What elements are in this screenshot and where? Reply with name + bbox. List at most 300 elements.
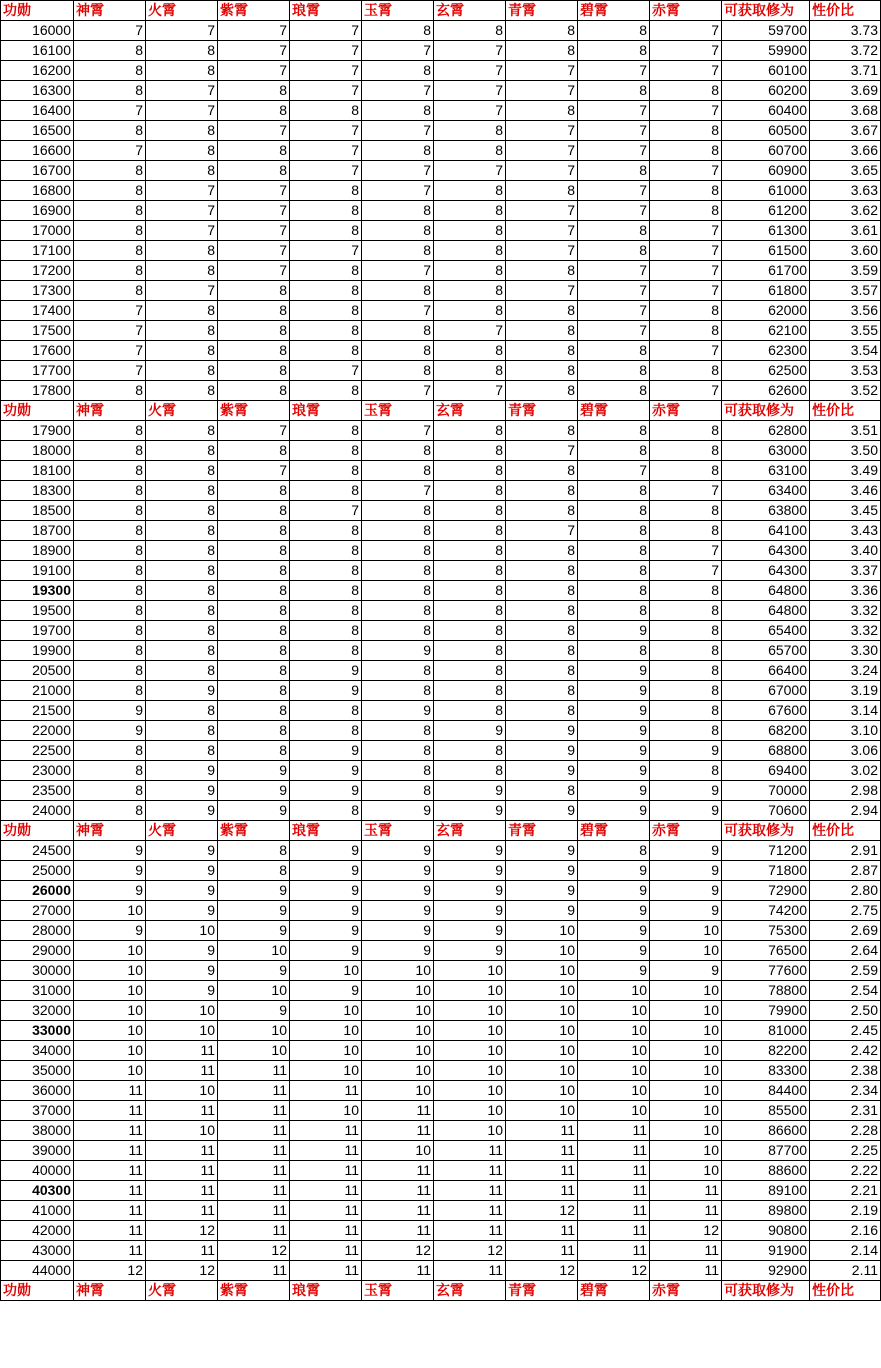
cell-bi-xiao[interactable]: 9	[578, 681, 650, 701]
cell-value-ratio[interactable]: 2.21	[810, 1181, 881, 1201]
header-cell-shen-xiao[interactable]: 神霄	[74, 1281, 146, 1301]
cell-xuan-xiao[interactable]: 8	[434, 481, 506, 501]
cell-qing-xiao[interactable]: 8	[506, 581, 578, 601]
cell-chi-xiao[interactable]: 10	[650, 1101, 722, 1121]
cell-bi-xiao[interactable]: 8	[578, 41, 650, 61]
header-cell-yu-xiao[interactable]: 玉霄	[362, 1, 434, 21]
cell-value-ratio[interactable]: 2.16	[810, 1221, 881, 1241]
cell-xuan-xiao[interactable]: 7	[434, 321, 506, 341]
cell-value-ratio[interactable]: 3.56	[810, 301, 881, 321]
header-cell-xuan-xiao[interactable]: 玄霄	[434, 821, 506, 841]
cell-value-ratio[interactable]: 3.06	[810, 741, 881, 761]
cell-bi-xiao[interactable]: 10	[578, 981, 650, 1001]
cell-lang-xiao[interactable]: 7	[290, 81, 362, 101]
cell-chi-xiao[interactable]: 7	[650, 101, 722, 121]
cell-lang-xiao[interactable]: 8	[290, 381, 362, 401]
cell-yu-xiao[interactable]: 8	[362, 681, 434, 701]
cell-shen-xiao[interactable]: 8	[74, 761, 146, 781]
cell-bi-xiao[interactable]: 7	[578, 261, 650, 281]
cell-zi-xiao[interactable]: 9	[218, 961, 290, 981]
cell-xuan-xiao[interactable]: 8	[434, 141, 506, 161]
cell-qing-xiao[interactable]: 8	[506, 41, 578, 61]
cell-cultivation-gain[interactable]: 89800	[722, 1201, 810, 1221]
cell-qing-xiao[interactable]: 7	[506, 521, 578, 541]
cell-shen-xiao[interactable]: 8	[74, 201, 146, 221]
cell-xuan-xiao[interactable]: 9	[434, 801, 506, 821]
cell-bi-xiao[interactable]: 9	[578, 761, 650, 781]
cell-bi-xiao[interactable]: 9	[578, 921, 650, 941]
cell-zi-xiao[interactable]: 9	[218, 921, 290, 941]
cell-qing-xiao[interactable]: 10	[506, 1101, 578, 1121]
cell-huo-xiao[interactable]: 9	[146, 861, 218, 881]
cell-yu-xiao[interactable]: 7	[362, 181, 434, 201]
cell-value-ratio[interactable]: 2.64	[810, 941, 881, 961]
cell-yu-xiao[interactable]: 11	[362, 1181, 434, 1201]
cell-cultivation-gain[interactable]: 63000	[722, 441, 810, 461]
cell-huo-xiao[interactable]: 10	[146, 1121, 218, 1141]
cell-huo-xiao[interactable]: 8	[146, 621, 218, 641]
cell-lang-xiao[interactable]: 8	[290, 201, 362, 221]
cell-bi-xiao[interactable]: 8	[578, 441, 650, 461]
cell-qing-xiao[interactable]: 7	[506, 241, 578, 261]
cell-chi-xiao[interactable]: 10	[650, 1141, 722, 1161]
cell-huo-xiao[interactable]: 8	[146, 381, 218, 401]
cell-lang-xiao[interactable]: 7	[290, 61, 362, 81]
header-cell-yu-xiao[interactable]: 玉霄	[362, 821, 434, 841]
cell-yu-xiao[interactable]: 11	[362, 1161, 434, 1181]
cell-yu-xiao[interactable]: 10	[362, 1021, 434, 1041]
cell-lang-xiao[interactable]: 8	[290, 101, 362, 121]
cell-bi-xiao[interactable]: 10	[578, 1041, 650, 1061]
header-cell-cultivation-gain[interactable]: 可获取修为	[722, 401, 810, 421]
cell-bi-xiao[interactable]: 8	[578, 221, 650, 241]
cell-value-ratio[interactable]: 2.22	[810, 1161, 881, 1181]
cell-shen-xiao[interactable]: 8	[74, 601, 146, 621]
cell-cultivation-gain[interactable]: 62300	[722, 341, 810, 361]
cell-shen-xiao[interactable]: 8	[74, 621, 146, 641]
cell-value-ratio[interactable]: 3.72	[810, 41, 881, 61]
cell-xuan-xiao[interactable]: 8	[434, 541, 506, 561]
cell-zi-xiao[interactable]: 8	[218, 541, 290, 561]
cell-yu-xiao[interactable]: 8	[362, 521, 434, 541]
cell-merit[interactable]: 43000	[1, 1241, 74, 1261]
header-cell-xuan-xiao[interactable]: 玄霄	[434, 401, 506, 421]
cell-merit[interactable]: 33000	[1, 1021, 74, 1041]
cell-shen-xiao[interactable]: 10	[74, 1041, 146, 1061]
cell-zi-xiao[interactable]: 7	[218, 201, 290, 221]
cell-qing-xiao[interactable]: 8	[506, 661, 578, 681]
cell-bi-xiao[interactable]: 8	[578, 561, 650, 581]
cell-merit[interactable]: 16200	[1, 61, 74, 81]
cell-huo-xiao[interactable]: 8	[146, 561, 218, 581]
cell-chi-xiao[interactable]: 10	[650, 1021, 722, 1041]
cell-xuan-xiao[interactable]: 10	[434, 1121, 506, 1141]
cell-huo-xiao[interactable]: 8	[146, 421, 218, 441]
cell-bi-xiao[interactable]: 9	[578, 721, 650, 741]
cell-merit[interactable]: 21500	[1, 701, 74, 721]
cell-zi-xiao[interactable]: 9	[218, 1001, 290, 1021]
cell-chi-xiao[interactable]: 10	[650, 921, 722, 941]
cell-xuan-xiao[interactable]: 9	[434, 861, 506, 881]
cell-yu-xiao[interactable]: 8	[362, 341, 434, 361]
cell-xuan-xiao[interactable]: 10	[434, 981, 506, 1001]
cell-qing-xiao[interactable]: 11	[506, 1141, 578, 1161]
cell-lang-xiao[interactable]: 8	[290, 461, 362, 481]
cell-merit[interactable]: 16500	[1, 121, 74, 141]
cell-shen-xiao[interactable]: 11	[74, 1241, 146, 1261]
cell-bi-xiao[interactable]: 9	[578, 861, 650, 881]
cell-merit[interactable]: 34000	[1, 1041, 74, 1061]
cell-cultivation-gain[interactable]: 71800	[722, 861, 810, 881]
cell-yu-xiao[interactable]: 8	[362, 361, 434, 381]
cell-qing-xiao[interactable]: 9	[506, 721, 578, 741]
cell-yu-xiao[interactable]: 7	[362, 121, 434, 141]
cell-merit[interactable]: 40000	[1, 1161, 74, 1181]
cell-merit[interactable]: 23000	[1, 761, 74, 781]
cell-xuan-xiao[interactable]: 8	[434, 681, 506, 701]
cell-value-ratio[interactable]: 2.59	[810, 961, 881, 981]
cell-zi-xiao[interactable]: 10	[218, 1041, 290, 1061]
cell-bi-xiao[interactable]: 9	[578, 741, 650, 761]
cell-chi-xiao[interactable]: 7	[650, 561, 722, 581]
cell-qing-xiao[interactable]: 7	[506, 281, 578, 301]
cell-value-ratio[interactable]: 2.42	[810, 1041, 881, 1061]
cell-lang-xiao[interactable]: 9	[290, 861, 362, 881]
cell-zi-xiao[interactable]: 12	[218, 1241, 290, 1261]
cell-merit[interactable]: 19700	[1, 621, 74, 641]
cell-chi-xiao[interactable]: 9	[650, 781, 722, 801]
cell-yu-xiao[interactable]: 10	[362, 981, 434, 1001]
cell-lang-xiao[interactable]: 9	[290, 981, 362, 1001]
cell-yu-xiao[interactable]: 9	[362, 701, 434, 721]
cell-value-ratio[interactable]: 2.91	[810, 841, 881, 861]
cell-value-ratio[interactable]: 3.66	[810, 141, 881, 161]
cell-chi-xiao[interactable]: 9	[650, 741, 722, 761]
cell-lang-xiao[interactable]: 8	[290, 621, 362, 641]
cell-value-ratio[interactable]: 3.59	[810, 261, 881, 281]
cell-chi-xiao[interactable]: 8	[650, 661, 722, 681]
cell-chi-xiao[interactable]: 8	[650, 421, 722, 441]
cell-huo-xiao[interactable]: 10	[146, 1021, 218, 1041]
header-cell-bi-xiao[interactable]: 碧霄	[578, 401, 650, 421]
cell-shen-xiao[interactable]: 7	[74, 101, 146, 121]
cell-xuan-xiao[interactable]: 7	[434, 81, 506, 101]
cell-cultivation-gain[interactable]: 64800	[722, 581, 810, 601]
cell-qing-xiao[interactable]: 7	[506, 221, 578, 241]
cell-zi-xiao[interactable]: 11	[218, 1061, 290, 1081]
cell-cultivation-gain[interactable]: 68200	[722, 721, 810, 741]
cell-shen-xiao[interactable]: 11	[74, 1121, 146, 1141]
cell-value-ratio[interactable]: 3.49	[810, 461, 881, 481]
cell-bi-xiao[interactable]: 9	[578, 941, 650, 961]
cell-xuan-xiao[interactable]: 8	[434, 221, 506, 241]
cell-yu-xiao[interactable]: 8	[362, 441, 434, 461]
cell-shen-xiao[interactable]: 8	[74, 501, 146, 521]
cell-xuan-xiao[interactable]: 8	[434, 261, 506, 281]
cell-xuan-xiao[interactable]: 8	[434, 521, 506, 541]
cell-cultivation-gain[interactable]: 60700	[722, 141, 810, 161]
cell-lang-xiao[interactable]: 8	[290, 541, 362, 561]
cell-shen-xiao[interactable]: 8	[74, 541, 146, 561]
cell-lang-xiao[interactable]: 8	[290, 581, 362, 601]
cell-chi-xiao[interactable]: 7	[650, 381, 722, 401]
cell-value-ratio[interactable]: 2.31	[810, 1101, 881, 1121]
cell-xuan-xiao[interactable]: 11	[434, 1181, 506, 1201]
cell-yu-xiao[interactable]: 7	[362, 81, 434, 101]
cell-cultivation-gain[interactable]: 71200	[722, 841, 810, 861]
cell-huo-xiao[interactable]: 8	[146, 501, 218, 521]
cell-huo-xiao[interactable]: 7	[146, 101, 218, 121]
cell-bi-xiao[interactable]: 10	[578, 1001, 650, 1021]
cell-xuan-xiao[interactable]: 8	[434, 561, 506, 581]
cell-shen-xiao[interactable]: 8	[74, 681, 146, 701]
cell-lang-xiao[interactable]: 9	[290, 741, 362, 761]
cell-merit[interactable]: 32000	[1, 1001, 74, 1021]
header-cell-chi-xiao[interactable]: 赤霄	[650, 1, 722, 21]
cell-bi-xiao[interactable]: 7	[578, 61, 650, 81]
cell-zi-xiao[interactable]: 9	[218, 881, 290, 901]
cell-merit[interactable]: 21000	[1, 681, 74, 701]
cell-qing-xiao[interactable]: 7	[506, 201, 578, 221]
header-cell-xuan-xiao[interactable]: 玄霄	[434, 1281, 506, 1301]
cell-bi-xiao[interactable]: 7	[578, 121, 650, 141]
cell-value-ratio[interactable]: 3.69	[810, 81, 881, 101]
cell-lang-xiao[interactable]: 11	[290, 1121, 362, 1141]
cell-xuan-xiao[interactable]: 8	[434, 601, 506, 621]
cell-qing-xiao[interactable]: 8	[506, 321, 578, 341]
cell-qing-xiao[interactable]: 8	[506, 681, 578, 701]
cell-value-ratio[interactable]: 3.67	[810, 121, 881, 141]
cell-value-ratio[interactable]: 2.50	[810, 1001, 881, 1021]
cell-zi-xiao[interactable]: 11	[218, 1121, 290, 1141]
cell-bi-xiao[interactable]: 8	[578, 21, 650, 41]
cell-qing-xiao[interactable]: 8	[506, 361, 578, 381]
cell-zi-xiao[interactable]: 8	[218, 841, 290, 861]
cell-lang-xiao[interactable]: 8	[290, 481, 362, 501]
cell-yu-xiao[interactable]: 7	[362, 41, 434, 61]
cell-bi-xiao[interactable]: 7	[578, 101, 650, 121]
cell-zi-xiao[interactable]: 9	[218, 781, 290, 801]
cell-lang-xiao[interactable]: 8	[290, 281, 362, 301]
cell-value-ratio[interactable]: 3.51	[810, 421, 881, 441]
cell-yu-xiao[interactable]: 8	[362, 221, 434, 241]
cell-xuan-xiao[interactable]: 8	[434, 741, 506, 761]
header-cell-value-ratio[interactable]: 性价比	[810, 401, 881, 421]
cell-xuan-xiao[interactable]: 7	[434, 161, 506, 181]
cell-huo-xiao[interactable]: 9	[146, 801, 218, 821]
cell-zi-xiao[interactable]: 7	[218, 21, 290, 41]
cell-value-ratio[interactable]: 3.46	[810, 481, 881, 501]
cell-xuan-xiao[interactable]: 8	[434, 581, 506, 601]
cell-chi-xiao[interactable]: 8	[650, 681, 722, 701]
cell-chi-xiao[interactable]: 8	[650, 361, 722, 381]
cell-lang-xiao[interactable]: 8	[290, 521, 362, 541]
cell-value-ratio[interactable]: 3.55	[810, 321, 881, 341]
cell-value-ratio[interactable]: 2.25	[810, 1141, 881, 1161]
cell-qing-xiao[interactable]: 7	[506, 61, 578, 81]
cell-shen-xiao[interactable]: 8	[74, 561, 146, 581]
cell-qing-xiao[interactable]: 11	[506, 1181, 578, 1201]
cell-qing-xiao[interactable]: 8	[506, 21, 578, 41]
cell-qing-xiao[interactable]: 7	[506, 441, 578, 461]
cell-cultivation-gain[interactable]: 62800	[722, 421, 810, 441]
cell-merit[interactable]: 16700	[1, 161, 74, 181]
cell-merit[interactable]: 16600	[1, 141, 74, 161]
cell-lang-xiao[interactable]: 9	[290, 681, 362, 701]
cell-zi-xiao[interactable]: 7	[218, 61, 290, 81]
cell-cultivation-gain[interactable]: 86600	[722, 1121, 810, 1141]
cell-shen-xiao[interactable]: 8	[74, 181, 146, 201]
cell-yu-xiao[interactable]: 8	[362, 101, 434, 121]
cell-huo-xiao[interactable]: 11	[146, 1241, 218, 1261]
cell-value-ratio[interactable]: 2.75	[810, 901, 881, 921]
cell-qing-xiao[interactable]: 10	[506, 1081, 578, 1101]
cell-xuan-xiao[interactable]: 10	[434, 1001, 506, 1021]
cell-yu-xiao[interactable]: 11	[362, 1201, 434, 1221]
cell-cultivation-gain[interactable]: 65400	[722, 621, 810, 641]
cell-yu-xiao[interactable]: 9	[362, 921, 434, 941]
cell-yu-xiao[interactable]: 8	[362, 621, 434, 641]
cell-cultivation-gain[interactable]: 60100	[722, 61, 810, 81]
header-cell-huo-xiao[interactable]: 火霄	[146, 1, 218, 21]
cell-merit[interactable]: 36000	[1, 1081, 74, 1101]
cell-value-ratio[interactable]: 3.32	[810, 601, 881, 621]
cell-qing-xiao[interactable]: 10	[506, 921, 578, 941]
cell-shen-xiao[interactable]: 7	[74, 301, 146, 321]
cell-value-ratio[interactable]: 3.24	[810, 661, 881, 681]
cell-xuan-xiao[interactable]: 8	[434, 121, 506, 141]
cell-shen-xiao[interactable]: 12	[74, 1261, 146, 1281]
cell-merit[interactable]: 28000	[1, 921, 74, 941]
cell-value-ratio[interactable]: 3.37	[810, 561, 881, 581]
cell-yu-xiao[interactable]: 7	[362, 421, 434, 441]
cell-chi-xiao[interactable]: 8	[650, 441, 722, 461]
cell-qing-xiao[interactable]: 10	[506, 941, 578, 961]
cell-shen-xiao[interactable]: 11	[74, 1201, 146, 1221]
header-cell-value-ratio[interactable]: 性价比	[810, 1281, 881, 1301]
cell-cultivation-gain[interactable]: 61500	[722, 241, 810, 261]
cell-merit[interactable]: 25000	[1, 861, 74, 881]
header-cell-merit[interactable]: 功勋	[1, 1, 74, 21]
cell-zi-xiao[interactable]: 7	[218, 461, 290, 481]
cell-cultivation-gain[interactable]: 87700	[722, 1141, 810, 1161]
cell-lang-xiao[interactable]: 8	[290, 221, 362, 241]
cell-huo-xiao[interactable]: 7	[146, 201, 218, 221]
cell-bi-xiao[interactable]: 8	[578, 81, 650, 101]
cell-cultivation-gain[interactable]: 78800	[722, 981, 810, 1001]
cell-qing-xiao[interactable]: 8	[506, 561, 578, 581]
cell-value-ratio[interactable]: 3.19	[810, 681, 881, 701]
cell-bi-xiao[interactable]: 9	[578, 961, 650, 981]
cell-yu-xiao[interactable]: 7	[362, 301, 434, 321]
cell-huo-xiao[interactable]: 11	[146, 1181, 218, 1201]
cell-bi-xiao[interactable]: 9	[578, 701, 650, 721]
cell-shen-xiao[interactable]: 11	[74, 1141, 146, 1161]
cell-zi-xiao[interactable]: 9	[218, 801, 290, 821]
header-cell-huo-xiao[interactable]: 火霄	[146, 1281, 218, 1301]
cell-xuan-xiao[interactable]: 8	[434, 241, 506, 261]
cell-qing-xiao[interactable]: 10	[506, 1021, 578, 1041]
cell-chi-xiao[interactable]: 11	[650, 1261, 722, 1281]
cell-bi-xiao[interactable]: 8	[578, 501, 650, 521]
header-cell-value-ratio[interactable]: 性价比	[810, 1, 881, 21]
cell-zi-xiao[interactable]: 8	[218, 621, 290, 641]
cell-huo-xiao[interactable]: 8	[146, 341, 218, 361]
cell-shen-xiao[interactable]: 7	[74, 21, 146, 41]
header-cell-zi-xiao[interactable]: 紫霄	[218, 821, 290, 841]
cell-huo-xiao[interactable]: 9	[146, 981, 218, 1001]
cell-xuan-xiao[interactable]: 9	[434, 921, 506, 941]
cell-value-ratio[interactable]: 2.54	[810, 981, 881, 1001]
cell-zi-xiao[interactable]: 7	[218, 41, 290, 61]
cell-chi-xiao[interactable]: 8	[650, 601, 722, 621]
cell-qing-xiao[interactable]: 8	[506, 481, 578, 501]
cell-cultivation-gain[interactable]: 61700	[722, 261, 810, 281]
cell-huo-xiao[interactable]: 11	[146, 1141, 218, 1161]
cell-yu-xiao[interactable]: 9	[362, 841, 434, 861]
cell-xuan-xiao[interactable]: 11	[434, 1261, 506, 1281]
cell-cultivation-gain[interactable]: 68800	[722, 741, 810, 761]
cell-lang-xiao[interactable]: 7	[290, 361, 362, 381]
cell-xuan-xiao[interactable]: 8	[434, 701, 506, 721]
cell-lang-xiao[interactable]: 8	[290, 701, 362, 721]
cell-qing-xiao[interactable]: 9	[506, 841, 578, 861]
cell-shen-xiao[interactable]: 7	[74, 321, 146, 341]
cell-chi-xiao[interactable]: 10	[650, 981, 722, 1001]
cell-value-ratio[interactable]: 2.11	[810, 1261, 881, 1281]
cell-value-ratio[interactable]: 3.36	[810, 581, 881, 601]
cell-cultivation-gain[interactable]: 63800	[722, 501, 810, 521]
cell-chi-xiao[interactable]: 12	[650, 1221, 722, 1241]
cell-chi-xiao[interactable]: 8	[650, 141, 722, 161]
cell-merit[interactable]: 18100	[1, 461, 74, 481]
cell-qing-xiao[interactable]: 7	[506, 141, 578, 161]
cell-merit[interactable]: 29000	[1, 941, 74, 961]
cell-bi-xiao[interactable]: 8	[578, 841, 650, 861]
cell-huo-xiao[interactable]: 7	[146, 281, 218, 301]
header-cell-zi-xiao[interactable]: 紫霄	[218, 1, 290, 21]
cell-shen-xiao[interactable]: 11	[74, 1081, 146, 1101]
cell-xuan-xiao[interactable]: 8	[434, 281, 506, 301]
cell-xuan-xiao[interactable]: 7	[434, 41, 506, 61]
cell-huo-xiao[interactable]: 10	[146, 1081, 218, 1101]
cell-cultivation-gain[interactable]: 60900	[722, 161, 810, 181]
cell-cultivation-gain[interactable]: 90800	[722, 1221, 810, 1241]
cell-qing-xiao[interactable]: 7	[506, 161, 578, 181]
cell-bi-xiao[interactable]: 7	[578, 301, 650, 321]
cell-cultivation-gain[interactable]: 62100	[722, 321, 810, 341]
cell-xuan-xiao[interactable]: 8	[434, 21, 506, 41]
cell-shen-xiao[interactable]: 8	[74, 161, 146, 181]
cell-zi-xiao[interactable]: 7	[218, 221, 290, 241]
cell-value-ratio[interactable]: 3.32	[810, 621, 881, 641]
cell-huo-xiao[interactable]: 11	[146, 1041, 218, 1061]
cell-shen-xiao[interactable]: 7	[74, 341, 146, 361]
header-cell-merit[interactable]: 功勋	[1, 821, 74, 841]
cell-merit[interactable]: 19300	[1, 581, 74, 601]
cell-value-ratio[interactable]: 3.62	[810, 201, 881, 221]
cell-bi-xiao[interactable]: 10	[578, 1101, 650, 1121]
cell-bi-xiao[interactable]: 8	[578, 521, 650, 541]
cell-merit[interactable]: 16400	[1, 101, 74, 121]
cell-huo-xiao[interactable]: 8	[146, 721, 218, 741]
cell-bi-xiao[interactable]: 7	[578, 461, 650, 481]
cell-huo-xiao[interactable]: 8	[146, 521, 218, 541]
cell-yu-xiao[interactable]: 8	[362, 281, 434, 301]
cell-shen-xiao[interactable]: 8	[74, 241, 146, 261]
cell-chi-xiao[interactable]: 8	[650, 621, 722, 641]
header-cell-bi-xiao[interactable]: 碧霄	[578, 1281, 650, 1301]
